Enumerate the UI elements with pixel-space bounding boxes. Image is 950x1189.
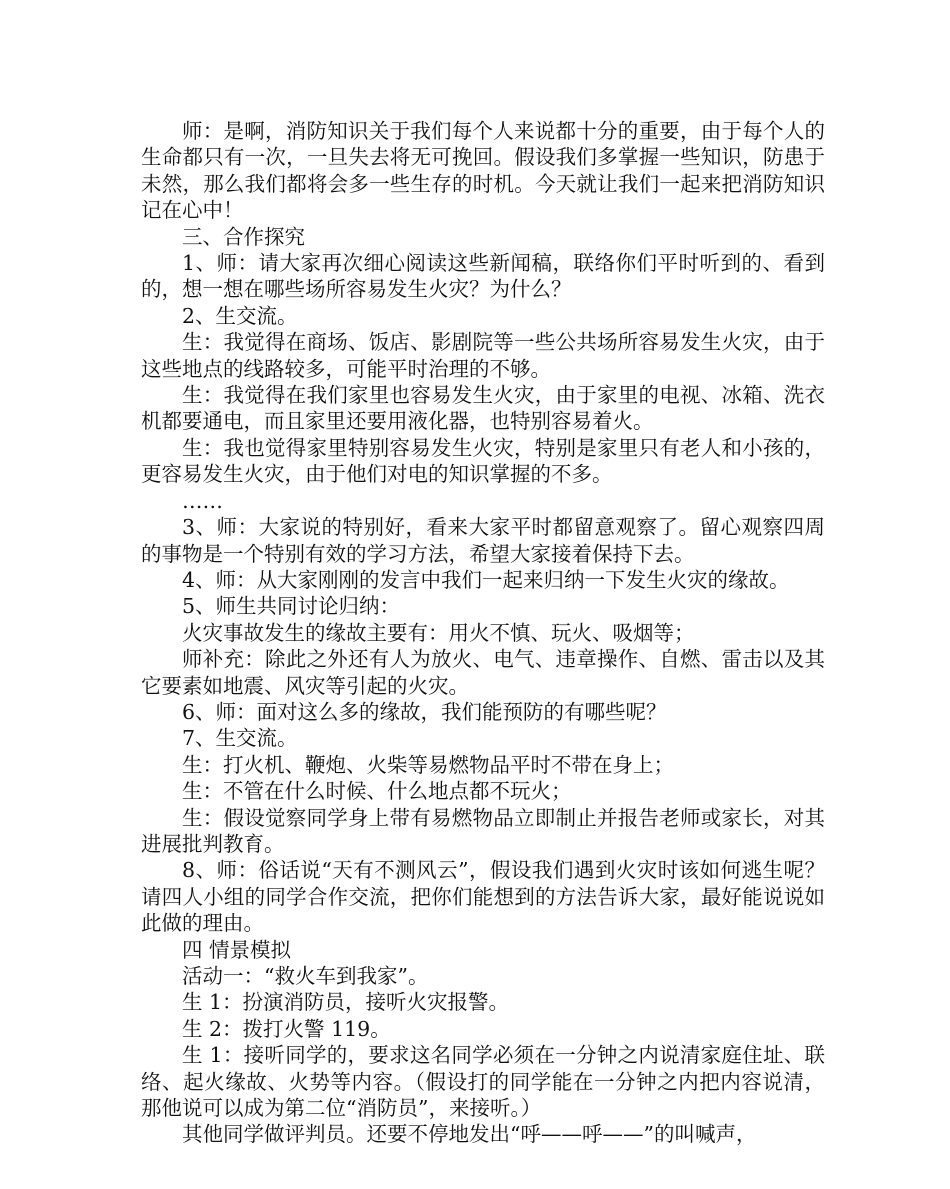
paragraph: 师补充：除此之外还有人为放火、电气、违章操作、自燃、雷击以及其它要素如地震、风灾等引起的火灾。 — [141, 647, 825, 698]
paragraph: 生 2：拨打火警 119。 — [182, 1016, 391, 1041]
paragraph: 其他同学做评判员。还要不停地发出“呼——呼——”的叫喊声， — [182, 1122, 757, 1147]
paragraph: 1、师：请大家再次细心阅读这些新闻稿，联络你们平时听到的、看到的，想一想在哪些场所容易发生火灾？为什么？ — [141, 251, 825, 302]
paragraph: 6、师：面对这么多的缘故，我们能预防的有哪些呢？ — [182, 699, 667, 724]
section-heading: 三、合作探究 — [182, 224, 305, 249]
paragraph: 活动一：“救火车到我家”。 — [182, 964, 429, 988]
paragraph: 7、生交流。 — [182, 726, 298, 751]
paragraph: 生 1：接听同学的，要求这名同学必须在一分钟之内说清家庭住址、联络、起火缘故、火势等内容。（假设打的同学能在一分钟之内把内容说清，那他说可以成为第二位“消防员”，来接听。） — [141, 1043, 825, 1121]
paragraph: 生：打火机、鞭炮、火柴等易燃物品平时不带在身上； — [182, 752, 674, 777]
ellipsis: …… — [182, 488, 223, 513]
document-body — [141, 118, 825, 1148]
paragraph: 生：假设觉察同学身上带有易燃物品立即制止并报告老师或家长，对其进展批判教育。 — [141, 805, 825, 856]
paragraph: 火灾事故发生的缘故主要有：用火不慎、玩火、吸烟等； — [182, 620, 695, 645]
section-heading: 四 情景模拟 — [182, 937, 292, 962]
paragraph: 生：不管在什么时候、什么地点都不玩火； — [182, 779, 572, 804]
paragraph: 生：我也觉得家里特别容易发生火灾，特别是家里只有老人和小孩的，更容易发生火灾，由于他们对电的知识掌握的不多。 — [141, 435, 825, 487]
paragraph: 4、师：从大家刚刚的发言中我们一起来归纳一下发生火灾的缘故。 — [182, 567, 790, 592]
paragraph: 5、师生共同讨论归纳： — [182, 594, 401, 619]
paragraph: 3、师：大家说的特别好，看来大家平时都留意观察了。留心观察四周的事物是一个特别有效的学习方法，希望大家接着保持下去。 — [141, 515, 825, 566]
paragraph: 2、生交流。 — [182, 303, 298, 328]
paragraph: 师：是啊，消防知识关于我们每个人来说都十分的重要，由于每个人的生命都只有一次，一旦失去将无可挽回。假设我们多掌握一些知识，防患于未然，那么我们都将会多一些生存的时机。今天就让我们一起来把消防知识记在心中！ — [141, 119, 825, 223]
paragraph: 8、师：俗话说“天有不测风云”，假设我们遇到火灾时该如何逃生呢？请四人小组的同学合作交流，把你们能想到的方法告诉大家，最好能说说如此做的理由。 — [141, 858, 825, 936]
paragraph: 生：我觉得在我们家里也容易发生火灾，由于家里的电视、冰箱、洗衣机都要通电，而且家里还要用液化器，也特别容易着火。 — [141, 383, 825, 434]
paragraph: 生 1：扮演消防员，接听火灾报警。 — [182, 990, 510, 1015]
paragraph: 生：我觉得在商场、饭店、影剧院等一些公共场所容易发生火灾，由于这些地点的线路较多，可能平时治理的不够。 — [141, 330, 825, 381]
